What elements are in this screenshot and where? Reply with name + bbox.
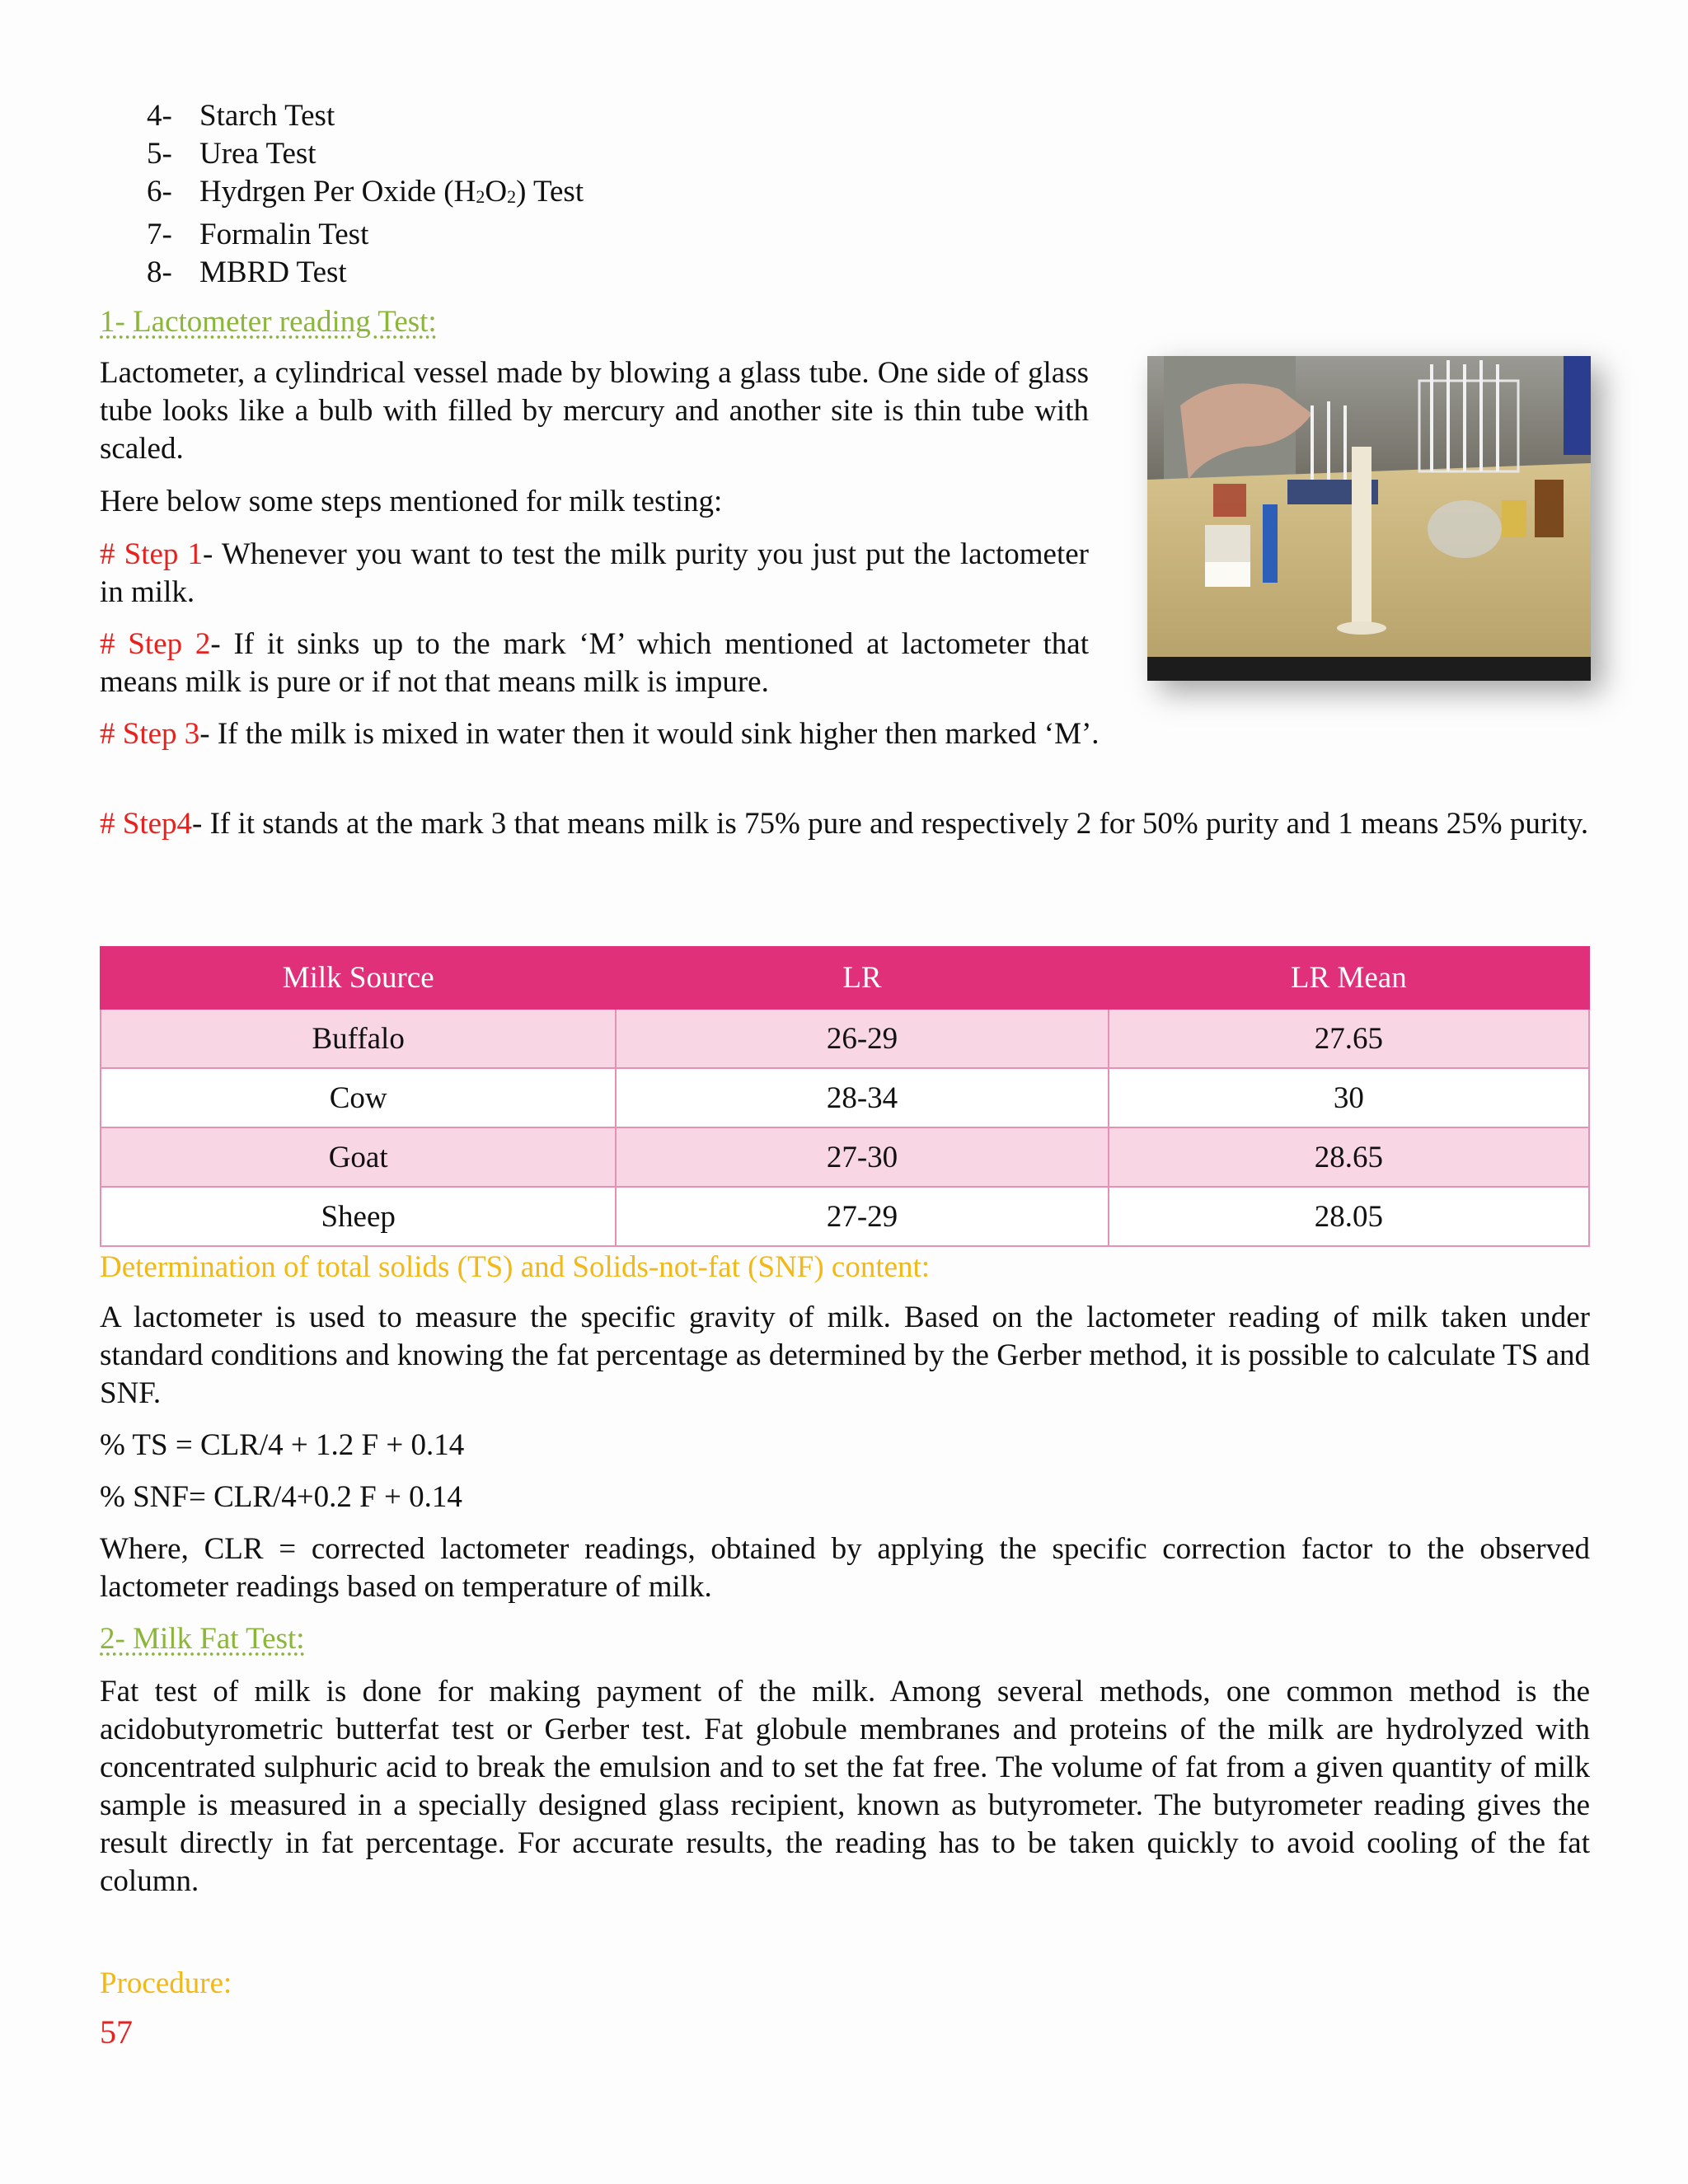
lactometer-reading-table: [100, 946, 1590, 1247]
milk-fat-heading: 2- Milk Fat Test:: [100, 1622, 305, 1656]
step-4-label: # Step4: [100, 807, 193, 841]
page-number: 57: [100, 2013, 133, 2050]
column-header: LR Mean: [1109, 947, 1589, 1009]
ts-formula: % TS = CLR/4 + 1.2 F + 0.14: [100, 1428, 465, 1462]
procedure-heading: Procedure:: [100, 1966, 232, 2000]
table-cell: Buffalo: [101, 1009, 616, 1068]
step-2-label: # Step 2: [100, 627, 211, 661]
table-row: [101, 1187, 1589, 1246]
column-header: LR: [616, 947, 1108, 1009]
step-3-label: # Step 3: [100, 717, 200, 751]
list-item: 4- Starch Test: [147, 99, 335, 133]
table-row: [101, 1127, 1589, 1187]
table-cell: 27-30: [616, 1127, 1108, 1187]
table-row: [101, 1009, 1589, 1068]
table-cell: 28.05: [1109, 1187, 1589, 1246]
list-item: 5- Urea Test: [147, 137, 316, 171]
steps-intro: Here below some steps mentioned for milk testing:: [100, 485, 723, 518]
column-header: Milk Source: [101, 947, 616, 1009]
step-2: # Step 2- If it sinks up to the mark ‘M’ which mentioned at lactometer that means milk is pure or if not that means milk is impure.: [100, 627, 1090, 699]
table-cell: Sheep: [101, 1187, 616, 1246]
test-list: [147, 97, 584, 292]
snf-formula: % SNF= CLR/4+0.2 F + 0.14: [100, 1480, 462, 1514]
table-cell: 26-29: [616, 1009, 1108, 1068]
step-1: # Step 1- Whenever you want to test the milk purity you just put the lactometer in milk.: [100, 537, 1089, 609]
lactometer-description: Lactometer, a cylindrical vessel made by blowing a glass tube. One side of glass tube looks like a bulb with filled by mercury and another site is thin tube with scaled.: [100, 356, 1089, 466]
lactometer-heading: 1- Lactometer reading Test:: [100, 305, 437, 339]
table-row: [101, 1068, 1589, 1127]
table-header-row: [101, 947, 1589, 1009]
table-cell: Goat: [101, 1127, 616, 1187]
ts-snf-heading: Determination of total solids (TS) and Solids-not-fat (SNF) content:: [100, 1250, 931, 1284]
list-item: 6- Hydrgen Per Oxide $(H_2O_2)$ Test: [147, 175, 584, 209]
table-cell: 27.65: [1109, 1009, 1589, 1068]
table-cell: 30: [1109, 1068, 1589, 1127]
list-item: 7- Formalin Test: [147, 218, 369, 251]
table-cell: Cow: [101, 1068, 616, 1127]
table-cell: 28.65: [1109, 1127, 1589, 1187]
lactometer-lab-photo: [1147, 356, 1591, 681]
table-cell: 28-34: [616, 1068, 1108, 1127]
clr-definition: Where, CLR = corrected lactometer readings, obtained by applying the specific correction factor to the observed lactometer readings based on temperature of milk.: [100, 1532, 1590, 1604]
lab-photo: [1147, 356, 1591, 681]
ts-snf-description: A lactometer is used to measure the specific gravity of milk. Based on the lactometer reading of milk taken under standard conditions and knowing the fat percentage as determined by the Gerber method, it is possible to calculate TS and SNF.: [100, 1301, 1590, 1410]
step-1-label: # Step 1: [100, 537, 204, 571]
step-3: # Step 3- If the milk is mixed in water then it would sink higher then marked ‘M’.: [100, 717, 1100, 751]
milk-fat-description: Fat test of milk is done for making payment of the milk. Among several methods, one common method is the acidobutyrometric butterfat test or Gerber test. Fat globule membranes and proteins of the milk are hydrolyzed with concentrated sulphuric acid to break the emulsion and to set the fat free. The volume of fat from a given quantity of milk sample is measured in a specially designed glass recipient, known as butyrometer. The butyrometer reading gives the result directly in fat percentage. For accurate results, the reading has to be taken quickly to avoid cooling of the fat column.: [100, 1675, 1590, 1898]
table-cell: 27-29: [616, 1187, 1108, 1246]
list-item: 8- MBRD Test: [147, 255, 347, 289]
step-4: # Step4- If it stands at the mark 3 that means milk is 75% pure and respectively 2 for 50% purity and 1 means 25% purity.: [100, 807, 1589, 841]
